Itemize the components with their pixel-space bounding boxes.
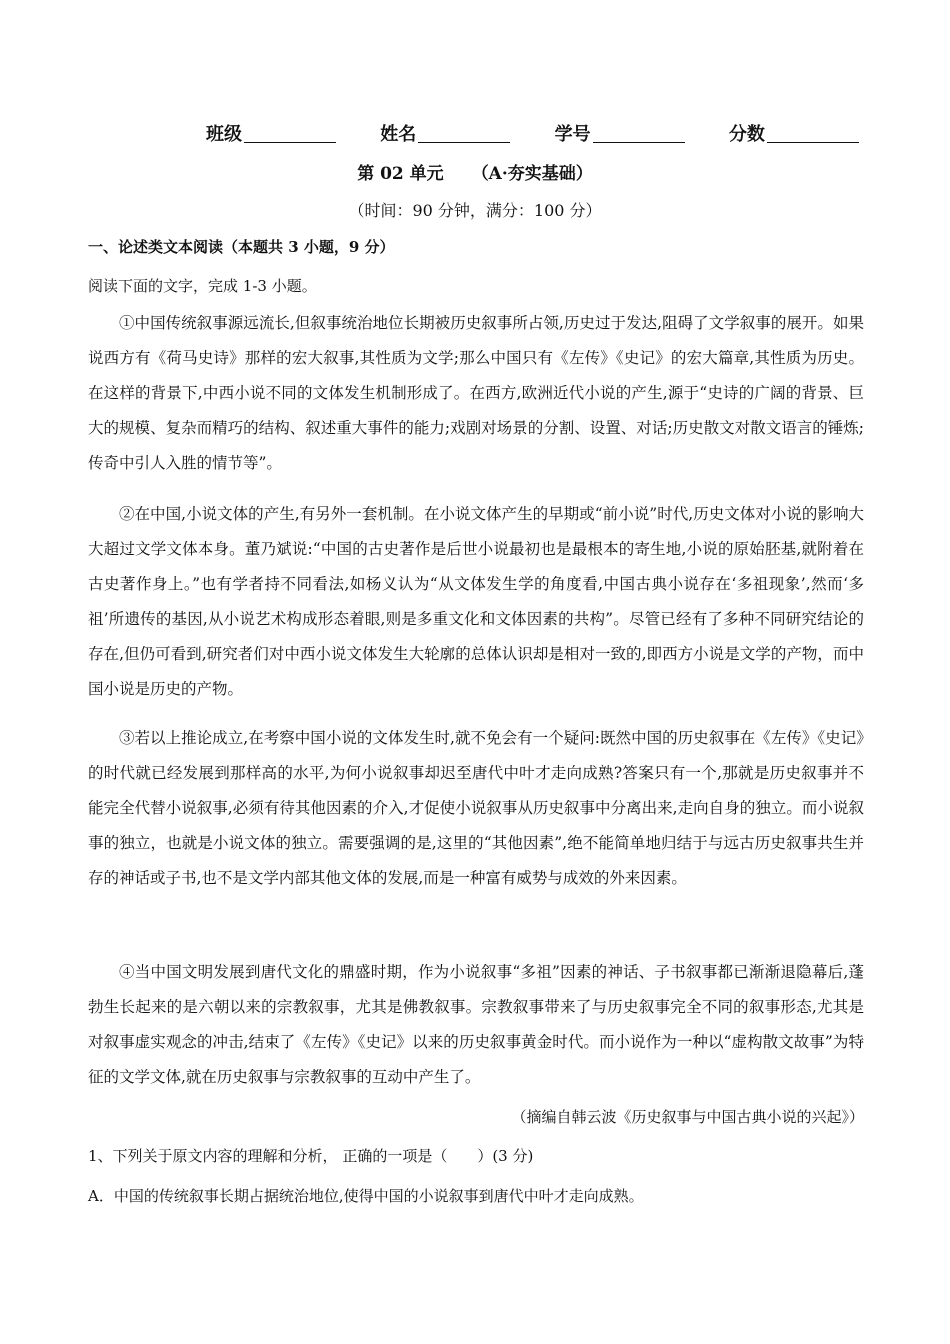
passage-paragraph-2: ②在中国,小说文体的产生,有另外一套机制。在小说文体产生的早期或“前小说”时代,历史文体对小说的影响大大超过文学文体本身。董乃斌说:“中国的古史著作是后世小说最初也是最根本的寄生地,小说的原始胚基,就附着在古史著作身上。”也有学者持不同看法,如杨义认为“从文体发生学的角度看,中国古典小说存在‘多祖现象’,然而‘多祖’所遗传的基因,从小说艺术构成形态着眼,则是多重文化和文体因素的共构”。尽管已经有了多种不同研究结论的存在,但仍可看到,研究者们对中西小说文体发生大轮廓的总体认识却是相对一致的,即西方小说是文学的产物，而中国小说是历史的产物。: [88, 505, 864, 698]
reading-instruction: 阅读下面的文字，完成 1-3 小题。: [88, 277, 317, 295]
name-label: 姓名: [380, 124, 417, 145]
section-heading: 一、论述类文本阅读（本题共 3 小题，9 分）: [88, 238, 395, 256]
student-info-row: [206, 120, 859, 146]
question-1-option-a[interactable]: A．中国的传统叙事长期占据统治地位,使得中国的小说叙事到唐代中叶才走向成熟。: [88, 1187, 644, 1205]
unit-title-main: 第 02 单元: [357, 164, 444, 184]
class-label: 班级: [206, 124, 242, 145]
passage-source: （摘编自韩云波《历史叙事与中国古典小说的兴起》）: [511, 1108, 864, 1126]
question-1-stem: 1、下列关于原文内容的理解和分析， 正确的一项是（ ）(3 分): [88, 1147, 534, 1165]
unit-title-sub: （A·夯实基础）: [471, 164, 593, 184]
passage-paragraph-3: ③若以上推论成立,在考察中国小说的文体发生时,就不免会有一个疑问:既然中国的历史叙事在《左传》《史记》的时代就已经发展到那样高的水平,为何小说叙事却迟至唐代中叶才走向成熟?答案只有一个,那就是历史叙事并不能完全代替小说叙事,必须有待其他因素的介入,才促使小说叙事从历史叙事中分离出来,走向自身的独立。而小说叙事的独立，也就是小说文体的独立。需要强调的是,这里的“其他因素”,绝不能简单地归结于与远古历史叙事共生并存的神话或子书,也不是文学内部其他文体的发展,而是一种富有威势与成效的外来因素。: [88, 729, 864, 887]
student-id-blank[interactable]: [593, 124, 685, 143]
passage-paragraph-1: ①中国传统叙事源远流长,但叙事统治地位长期被历史叙事所占领,历史过于发达,阻碍了文学叙事的展开。如果说西方有《荷马史诗》那样的宏大叙事,其性质为文学;那么中国只有《左传》《史记》的宏大篇章,其性质为历史。在这样的背景下,中西小说不同的文体发生机制形成了。在西方,欧洲近代小说的产生,源于“史诗的广阔的背景、巨大的规模、复杂而精巧的结构、叙述重大事件的能力;戏剧对场景的分割、设置、对话;历史散文对散文语言的锤炼;传奇中引人入胜的情节等”。: [88, 314, 864, 472]
student-id-label: 学号: [554, 124, 591, 145]
unit-title: [0, 159, 950, 184]
class-blank[interactable]: [244, 124, 336, 143]
score-blank[interactable]: [767, 124, 859, 143]
time-score-info: （时间：90 分钟，满分：100 分）: [348, 201, 602, 220]
score-label: 分数: [728, 124, 765, 145]
passage-paragraph-4: ④当中国文明发展到唐代文化的鼎盛时期，作为小说叙事“多祖”因素的神话、子书叙事都已渐渐退隐幕后,蓬勃生长起来的是六朝以来的宗教叙事，尤其是佛教叙事。宗教叙事带来了与历史叙事完全不同的叙事形态,尤其是对叙事虚实观念的冲击,结束了《左传》《史记》以来的历史叙事黄金时代。而小说作为一种以“虚构散文故事”为特征的文学文体,就在历史叙事与宗教叙事的互动中产生了。: [88, 963, 864, 1086]
student-id-field: [555, 120, 685, 146]
score-field: [729, 120, 859, 146]
class-field: [206, 120, 336, 146]
name-blank[interactable]: [418, 124, 510, 143]
name-field: [380, 120, 510, 146]
